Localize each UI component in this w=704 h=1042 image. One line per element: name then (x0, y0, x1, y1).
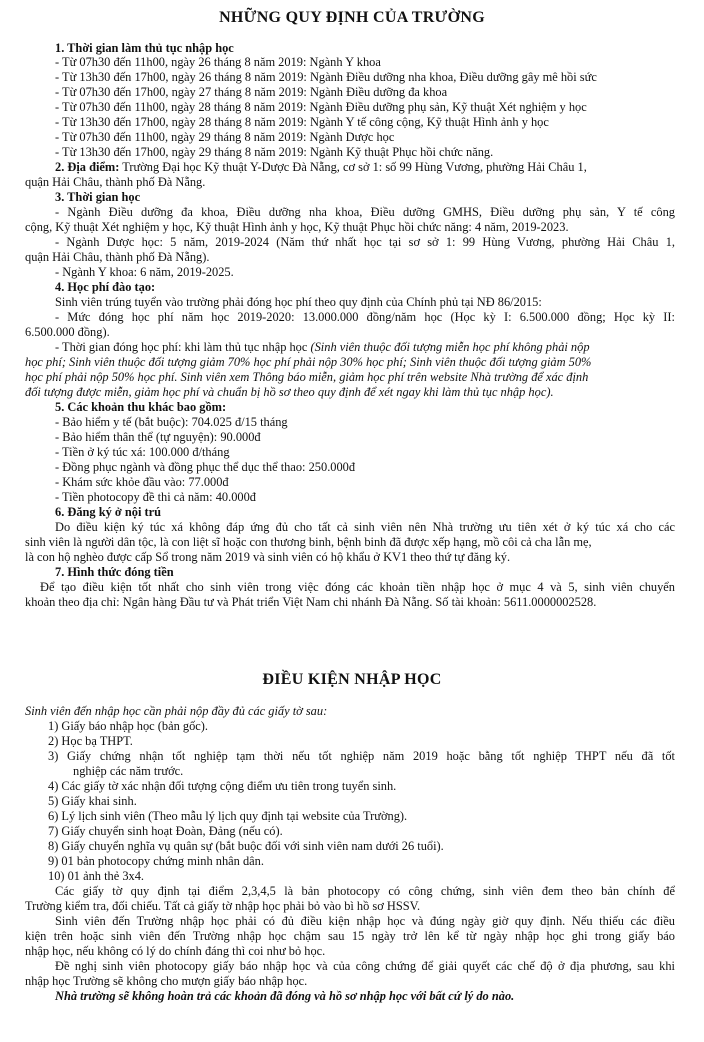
doc-item: 4) Các giấy tờ xác nhận đối tượng cộng điểm ưu tiên trong tuyển sinh. (48, 779, 397, 793)
rules-title: NHỮNG QUY ĐỊNH CỦA TRƯỜNG (219, 9, 485, 26)
location-line (55, 160, 587, 174)
study-line: - Ngành Y khoa: 6 năm, 2019-2025. (55, 265, 234, 279)
study-line: - Ngành Dược học: 5 năm, 2019-2024 (Năm thứ nhất học tại sơ sở 1: 99 Hùng Vương, phường Hải Châu 1, (55, 235, 675, 249)
other-fee-item: - Đồng phục ngành và đồng phục thể dục thể thao: 250.000đ (55, 460, 356, 474)
fee-time-text: - Thời gian đóng học phí: khi làm thủ tục nhập học (55, 340, 311, 354)
heading-payment: 7. Hình thức đóng tiền (55, 565, 174, 579)
doc-item: 8) Giấy chuyển nghĩa vụ quân sự (bắt buộc đối với sinh viên nam dưới 26 tuổi). (48, 839, 444, 853)
doc-item: nghiệp các năm trước. (73, 764, 184, 778)
doc-item: 2) Học bạ THPT. (48, 734, 133, 748)
doc-item: 1) Giấy báo nhập học (bản gốc). (48, 719, 208, 733)
note-conditions: Sinh viên đến Trường nhập học phải có đủ điều kiện nhập học và đúng ngày giờ quy định. Nếu thiếu các điều (55, 914, 675, 928)
doc-item: 6) Lý lịch sinh viên (Theo mẫu lý lịch quy định tại website của Trường). (48, 809, 408, 823)
heading-tuition: 4. Học phí đào tạo: (55, 280, 156, 294)
fee-line: Sinh viên trúng tuyển vào trường phải đóng học phí theo quy định của Chính phủ tại NĐ 86/2015: (55, 295, 542, 309)
docs-intro: Sinh viên đến nhập học cần phải nộp đầy đủ các giấy tờ sau: (25, 704, 328, 718)
fee-line: 6.500.000 đồng). (25, 325, 110, 339)
note-notarize: nhập học Trường sẽ không cho mượn giấy báo nhập học. (25, 974, 308, 988)
fee-time-line (55, 340, 590, 354)
note-notarize: Đề nghị sinh viên photocopy giấy báo nhập học và của công chứng để giải quyết các chế độ ở địa phương, sau khi (55, 959, 675, 973)
dorm-line: sinh viên là người dân tộc, là con liệt sĩ hoặc con thương binh, bệnh binh đã được xếp hạng, mồ côi cả cha lẫn mẹ, (25, 535, 592, 549)
dorm-line: Do điều kiện ký túc xá không đáp ứng đủ cho tất cả sinh viên nên Nhà trường ưu tiên xét ở ký túc xá cho các (55, 520, 675, 534)
location-text: Trường Đại học Kỹ thuật Y-Dược Đà Nẵng, cơ sở 1: số 99 Hùng Vương, phường Hải Châu 1, (119, 160, 587, 174)
final-notice: Nhà trường sẽ không hoàn trả các khoản đã đóng và hồ sơ nhập học với bất cứ lý do nào. (55, 989, 515, 1003)
schedule-line: - Từ 13h30 đến 17h00, ngày 29 tháng 8 năm 2019: Ngành Kỹ thuật Phục hồi chức năng. (55, 145, 494, 159)
heading-other-fees: 5. Các khoản thu khác bao gồm: (55, 400, 227, 414)
fee-line: - Mức đóng học phí năm học 2019-2020: 13.000.000 đồng/năm học (Học kỳ I: 6.500.000 đồng; Học kỳ II: (55, 310, 675, 324)
study-line: cộng, Kỹ thuật Xét nghiệm y học, Kỹ thuật Hình ảnh y học, Kỹ thuật Phục hồi chức năng: 4 năm, 2019-2023. (25, 220, 569, 234)
schedule-line: - Từ 07h30 đến 17h00, ngày 27 tháng 8 năm 2019: Ngành Điều dưỡng đa khoa (55, 85, 448, 99)
other-fee-item: - Khám sức khỏe đầu vào: 77.000đ (55, 475, 229, 489)
doc-item: 10) 01 ảnh thẻ 3x4. (48, 869, 145, 883)
doc-item: 5) Giấy khai sinh. (48, 794, 137, 808)
heading-location: 2. Địa điểm: (55, 160, 120, 174)
study-line: quận Hải Châu, thành phố Đà Nẵng). (25, 250, 210, 264)
doc-item: 7) Giấy chuyển sinh hoạt Đoàn, Đảng (nếu có). (48, 824, 283, 838)
schedule-line: - Từ 07h30 đến 11h00, ngày 28 tháng 8 năm 2019: Ngành Điều dưỡng phụ sản, Kỹ thuật Xét nghiệm y học (55, 100, 587, 114)
schedule-line: - Từ 07h30 đến 11h00, ngày 29 tháng 8 năm 2019: Ngành Dược học (55, 130, 395, 144)
fee-time-note: (Sinh viên thuộc đối tượng miễn học phí không phải nộp (310, 340, 590, 354)
doc-item: 9) 01 bản photocopy chứng minh nhân dân. (48, 854, 264, 868)
other-fee-item: - Tiền ở ký túc xá: 100.000 đ/tháng (55, 445, 230, 459)
dorm-line: là con hộ nghèo được cấp Sổ trong năm 2019 và sinh viên có hộ khẩu ở KV1 theo thứ tự đăng ký. (25, 550, 511, 564)
heading-study-time: 3. Thời gian học (55, 190, 141, 204)
schedule-line: - Từ 07h30 đến 11h00, ngày 26 tháng 8 năm 2019: Ngành Y khoa (55, 55, 381, 69)
location-line-2: quận Hải Châu, thành phố Đà Nẵng. (25, 175, 206, 189)
fee-note-line: học phí phải nộp 50% học phí. Sinh viên xem Thông báo miễn, giảm học phí trên website Nhà trường để xác định (25, 370, 589, 384)
study-line: - Ngành Điều dưỡng đa khoa, Điều dưỡng nha khoa, Điều dưỡng GMHS, Điều dưỡng phụ sản, Y tế công (55, 205, 675, 219)
doc-item: 3) Giấy chứng nhận tốt nghiệp tạm thời nếu tốt nghiệp năm 2019 hoặc bằng tốt nghiệp THPT nếu đã tốt (48, 749, 675, 763)
fee-note-line: đối tượng được miễn, giảm học phí và chuẩn bị hồ sơ theo quy định để xét ngay khi làm thủ tục nhập học). (25, 385, 554, 399)
other-fee-item: - Bảo hiểm y tế (bắt buộc): 704.025 đ/15 tháng (55, 415, 288, 429)
other-fee-item: - Tiền photocopy đề thi cả năm: 40.000đ (55, 490, 256, 504)
heading-dormitory: 6. Đăng ký ở nội trú (55, 505, 162, 519)
note-conditions: kiện trên hoặc sinh viên đến Trường nhập học chậm sau 15 ngày trở lên kể từ ngày nhập học ghi trong giấy báo (25, 929, 675, 943)
heading-admission-time: 1. Thời gian làm thủ tục nhập học (55, 41, 234, 55)
fee-note-line: học phí; Sinh viên thuộc đối tượng giảm 70% học phí phải nộp 30% học phí; Sinh viên thuộc đối tượng giảm 50% (25, 355, 592, 369)
schedule-line: - Từ 13h30 đến 17h00, ngày 28 tháng 8 năm 2019: Ngành Y tế công cộng, Kỹ thuật Hình ảnh y học (55, 115, 549, 129)
payment-line: khoản theo địa chỉ: Ngân hàng Đầu tư và Phát triển Việt Nam chi nhánh Đà Nẵng. Số tài khoản: 5611.0000002528. (25, 595, 597, 609)
other-fee-item: - Bảo hiểm thân thể (tự nguyện): 90.000đ (55, 430, 261, 444)
payment-line: Để tạo điều kiện tốt nhất cho sinh viên trong việc đóng các khoản tiền nhập học ở mục 4 và 5, sinh viên chuyển (40, 580, 675, 594)
admission-conditions-title: ĐIỀU KIỆN NHẬP HỌC (262, 671, 442, 688)
schedule-line: - Từ 13h30 đến 17h00, ngày 26 tháng 8 năm 2019: Ngành Điều dưỡng nha khoa, Điều dưỡng gây mê hồi sức (55, 70, 597, 84)
note-conditions: nhập học, nếu không có lý do chính đáng thì coi như bỏ học. (25, 944, 326, 958)
note-photocopy: Các giấy tờ quy định tại điểm 2,3,4,5 là bản photocopy có công chứng, sinh viên đem theo bản chính để (55, 884, 675, 898)
note-photocopy: Trường kiểm tra, đối chiếu. Tất cả giấy tờ nhập học phải bỏ vào bì hồ sơ HSSV. (25, 899, 421, 913)
